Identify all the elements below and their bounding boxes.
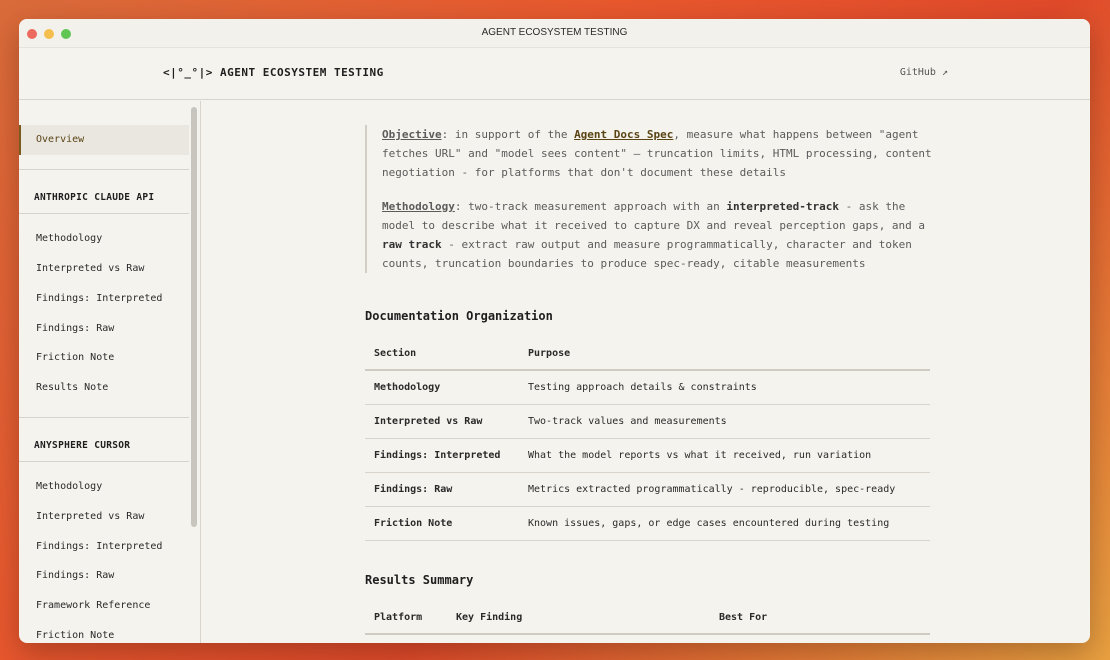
table-cell: Findings: Raw	[365, 472, 519, 506]
sidebar-item-anthropic-results-note[interactable]: Results Note	[36, 382, 109, 393]
divider	[19, 213, 189, 214]
sidebar-section-cursor: ANYSPHERE CURSOR	[34, 440, 131, 451]
methodology-text-end: - extract raw output and measure programmatically, character and token counts, truncation boundaries to produce spec-ready, citable measurements	[382, 238, 912, 270]
raw-track-term: raw track	[382, 238, 442, 251]
table-row	[365, 438, 930, 472]
column-header: Best For	[710, 601, 930, 634]
table-cell: Findings: Interpreted	[365, 438, 519, 472]
window-title: AGENT ECOSYSTEM TESTING	[481, 27, 628, 38]
objective-label: Objective	[382, 128, 442, 141]
sidebar-item-cursor-methodology[interactable]: Methodology	[36, 481, 103, 492]
table-row	[365, 506, 930, 540]
divider	[19, 169, 189, 170]
objective-text-cont: , measure what happens between "agent fetches URL" and "model sees content" — truncation limits, HTML processing, content negotiation - for platforms that don't document these details	[382, 128, 932, 179]
sidebar-item-cursor-framework-reference[interactable]: Framework Reference	[36, 600, 151, 611]
table-row	[365, 370, 930, 404]
table-cell: Friction Note	[365, 506, 519, 540]
sidebar-item-cursor-findings-raw[interactable]: Findings: Raw	[36, 570, 115, 581]
table-cell: Interpreted vs Raw	[365, 404, 519, 438]
table-cell: Testing approach details & constraints	[519, 370, 930, 404]
sidebar-section-anthropic: ANTHROPIC CLAUDE API	[34, 192, 155, 203]
table-cell: Methodology	[365, 370, 519, 404]
sidebar-scrollbar[interactable]	[191, 107, 197, 527]
sidebar-item-overview[interactable]: Overview	[19, 125, 189, 155]
sidebar-item-anthropic-findings-interpreted[interactable]: Findings: Interpreted	[36, 293, 163, 304]
methodology-label: Methodology	[382, 200, 455, 213]
column-header: Purpose	[519, 337, 930, 370]
table-cell: Metrics extracted programmatically - reproducible, spec-ready	[519, 472, 930, 506]
objective-text: : in support of the	[441, 128, 575, 141]
divider	[19, 461, 189, 462]
methodology-text-cont: - ask the model to describe what it received to capture DX and reveal perception gaps, and a	[382, 200, 926, 232]
results-heading: Results Summary	[365, 573, 474, 587]
intro-blockquote	[365, 125, 935, 273]
table-cell: Known issues, gaps, or edge cases encountered during testing	[519, 506, 930, 540]
table-cell: Two-track values and measurements	[519, 404, 930, 438]
sidebar-item-anthropic-interpreted-vs-raw[interactable]: Interpreted vs Raw	[36, 263, 145, 274]
app-window	[19, 19, 1090, 643]
sidebar-item-anthropic-friction-note[interactable]: Friction Note	[36, 352, 115, 363]
table-row	[365, 404, 930, 438]
table-cell: What the model reports vs what it received, run variation	[519, 438, 930, 472]
site-brand-link[interactable]: <|°_°|> AGENT ECOSYSTEM TESTING	[163, 66, 384, 79]
results-table	[365, 601, 930, 635]
interpreted-track-term: interpreted-track	[726, 200, 839, 213]
agent-docs-spec-link[interactable]: Agent Docs Spec	[574, 128, 674, 141]
objective-paragraph	[382, 125, 935, 182]
column-header: Key Finding	[447, 601, 710, 634]
sidebar-item-cursor-findings-interpreted[interactable]: Findings: Interpreted	[36, 541, 163, 552]
column-header: Section	[365, 337, 519, 370]
sidebar-item-cursor-friction-note[interactable]: Friction Note	[36, 630, 115, 641]
table-row	[365, 472, 930, 506]
main-content	[201, 101, 1090, 643]
doc-org-table	[365, 337, 930, 541]
sidebar-item-cursor-interpreted-vs-raw[interactable]: Interpreted vs Raw	[36, 511, 145, 522]
column-header: Platform	[365, 601, 447, 634]
sidebar-item-anthropic-findings-raw[interactable]: Findings: Raw	[36, 323, 115, 334]
sidebar-item-anthropic-methodology[interactable]: Methodology	[36, 233, 103, 244]
methodology-text: : two-track measurement approach with an	[454, 200, 727, 213]
methodology-paragraph	[382, 197, 935, 273]
divider	[19, 417, 189, 418]
doc-org-heading: Documentation Organization	[365, 309, 553, 323]
site-header	[19, 48, 1090, 100]
sidebar-nav	[19, 101, 201, 643]
title-bar	[19, 19, 1090, 48]
github-link[interactable]: GitHub ↗	[899, 67, 948, 78]
